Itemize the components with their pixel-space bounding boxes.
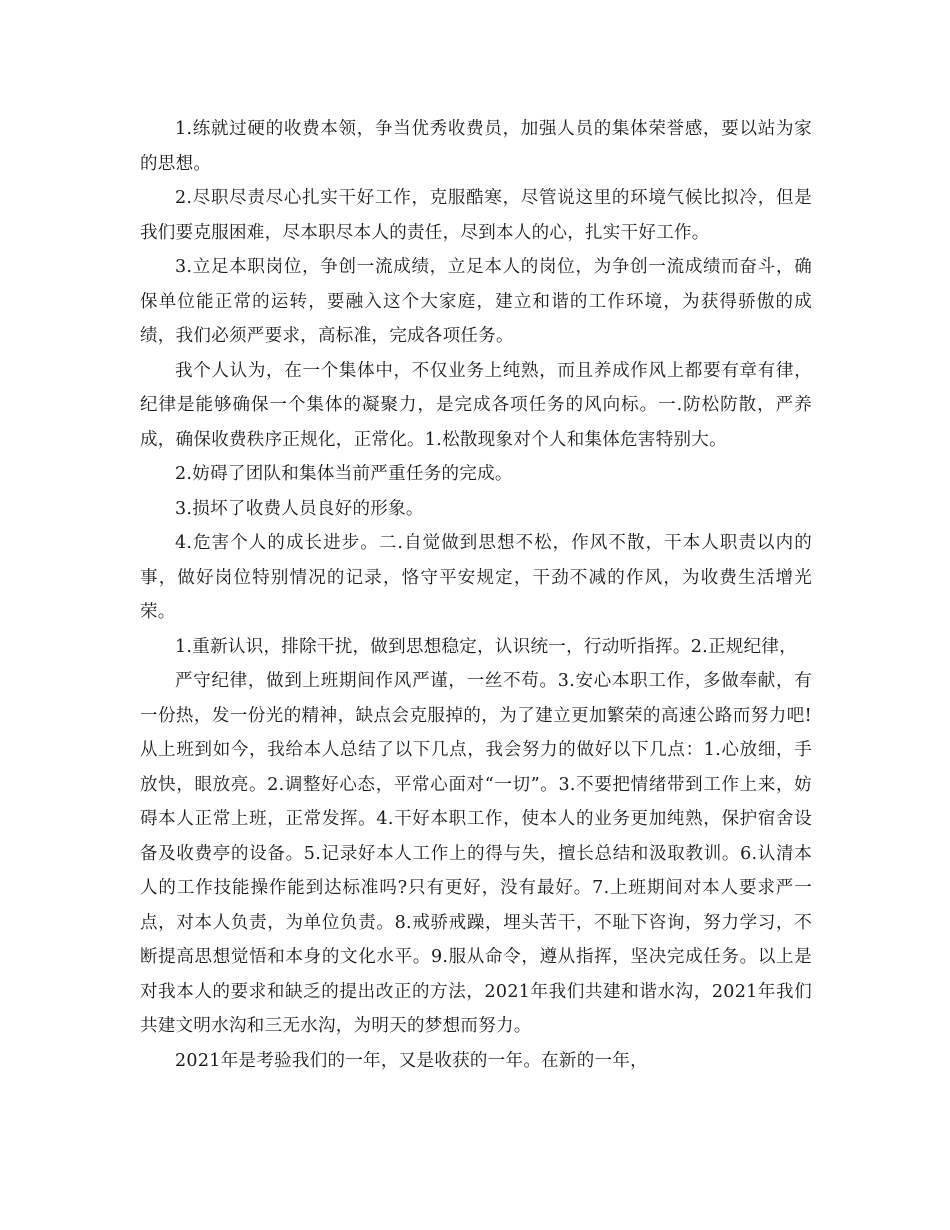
paragraph-4: 我个人认为，在一个集体中，不仅业务上纯熟，而且养成作风上都要有章有律，纪律是能够确保一个集体的凝聚力，是完成各项任务的风向标。一.防松防散，严养成，确保收费秩序正规化，正常化。1.松散现象对个人和集体危害特别大。 (140, 360, 812, 450)
paragraph-7: 4.危害个人的成长进步。二.自觉做到思想不松，作风不散，干本人职责以内的事，做好岗位特别情况的记录，恪守平安规定，干劲不减的作风，为收费生活增光荣。 (140, 533, 812, 622)
paragraph-6: 3.损坏了收费人员良好的形象。 (175, 498, 424, 519)
paragraph-2: 2.尽职尽责尽心扎实干好工作，克服酷寒，尽管说这里的环境气候比拟冷，但是我们要克服困难，尽本职尽本人的责任，尽到本人的心，扎实干好工作。 (140, 188, 812, 243)
paragraph-9: 严守纪律，做到上班期间作风严谨，一丝不苟。3.安心本职工作，多做奉献，有一份热，发一份光的精神，缺点会克服掉的，为了建立更加繁荣的高速公路而努力吧!从上班到如今，我给本人总结了以下几点，我会努力的做好以下几点：1.心放细，手放快，眼放亮。2.调整好心态，平常心面对“一切”。3.不要把情绪带到工作上来，妨碍本人正常上班，正常发挥。4.干好本职工作，使本人的业务更加纯熟，保护宿舍设备及收费亭的设备。5.记录好本人工作上的得与失，擅长总结和汲取教训。6.认清本人的工作技能操作能到达标准吗?只有更好，没有最好。7.上班期间对本人要求严一点，对本人负责，为单位负责。8.戒骄戒躁，埋头苦干，不耻下咨询，努力学习，不断提高思想觉悟和本身的文化水平。9.服从命令，遵从指挥，坚决完成任务。以上是对我本人的要求和缺乏的提出改正的方法，2021年我们共建和谐水沟，2021年我们共建文明水沟和三无水沟，为明天的梦想而努力。 (140, 671, 812, 1036)
document-body (140, 112, 812, 1078)
paragraph-3: 3.立足本职岗位，争创一流成绩，立足本人的岗位，为争创一流成绩而奋斗，确保单位能正常的运转，要融入这个大家庭，建立和谐的工作环境，为获得骄傲的成绩，我们必须严要求，高标准，完成各项任务。 (140, 257, 812, 346)
paragraph-10: 2021年是考验我们的一年，又是收获的一年。在新的一年， (175, 1050, 648, 1071)
paragraph-5: 2.妨碍了团队和集体当前严重任务的完成。 (175, 464, 513, 484)
paragraph-8: 1.重新认识，排除干扰，做到思想稳定，认识统一，行动听指挥。2.正规纪律， (175, 636, 797, 657)
paragraph-1: 1.练就过硬的收费本领，争当优秀收费员，加强人员的集体荣誉感，要以站为家的思想。 (140, 119, 812, 174)
